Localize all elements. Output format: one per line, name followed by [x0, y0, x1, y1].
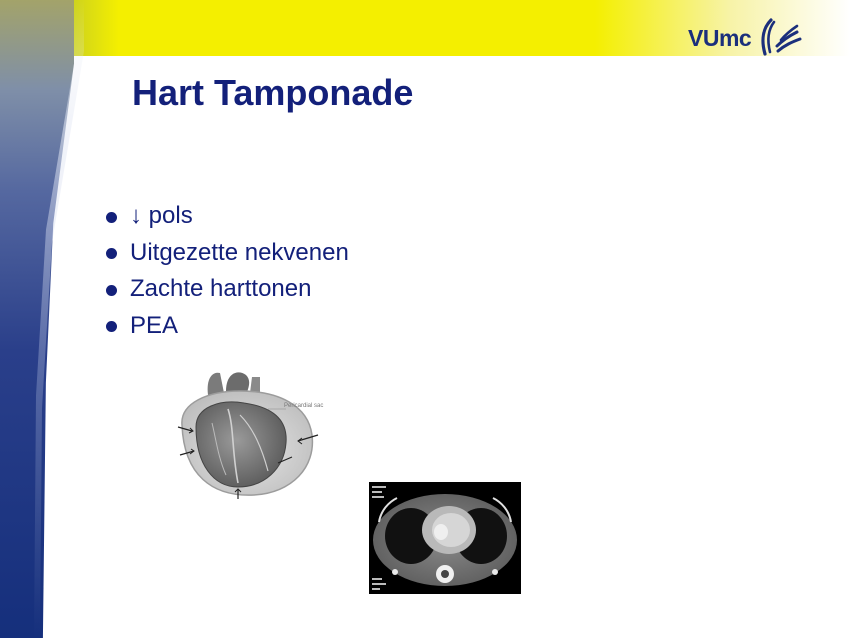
bullet-text: Uitgezette nekvenen	[130, 238, 349, 266]
logo-text: VUmc	[688, 24, 752, 51]
bullet-item	[106, 235, 349, 272]
bullet-text: ↓ pols	[130, 202, 193, 230]
bullet-text: PEA	[130, 311, 179, 339]
bullet-dot-icon	[106, 285, 117, 296]
bullet-dot-icon	[106, 321, 117, 332]
bullet-item	[106, 198, 349, 235]
bullet-item	[106, 308, 349, 345]
bullet-text: Zachte harttonen	[130, 275, 312, 303]
vumc-logo	[688, 14, 810, 62]
bullet-list	[106, 198, 349, 344]
bullet-item	[106, 271, 349, 308]
bullet-dot-icon	[106, 212, 117, 223]
ct-scan-graphic	[369, 482, 521, 594]
pericardial-label: Pericardial sac	[284, 403, 324, 409]
bullet-dot-icon	[106, 248, 117, 259]
ct-scan-image	[369, 482, 521, 594]
heart-pericardial-illustration	[168, 365, 328, 500]
slide-title: Hart Tamponade	[132, 72, 414, 113]
vumc-wave-logo-icon	[757, 18, 803, 58]
